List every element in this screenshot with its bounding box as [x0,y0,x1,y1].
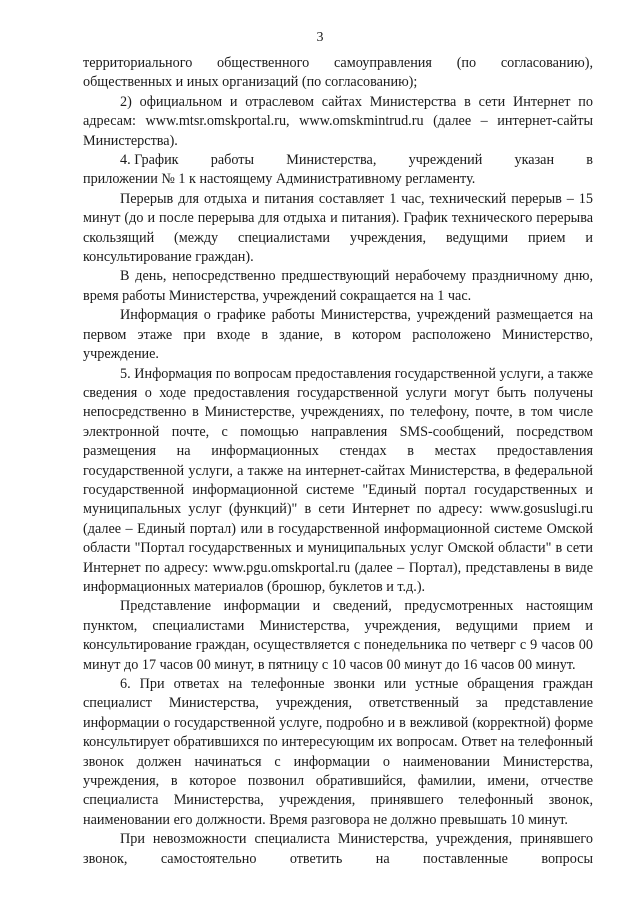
paragraph: В день, непосредственно предшествующий нерабочему праздничному дню, время работы Министерства, учреждений сокращается на 1 час. [83,268,593,304]
paragraph: Перерыв для отдыха и питания составляет 1 час, технический перерыв – 15 минут (до и после перерыва для отдыха и питания). График технического перерыва скользящий (между специалистами учреждения, ведущими прием и консультирование граждан). [83,190,593,266]
document-body [83,54,593,869]
page-number: 3 [316,30,324,45]
paragraph: Информация о графике работы Министерства, учреждений размещается на первом этаже при входе в здание, в котором расположено Министерство, учреждение. [83,307,593,363]
paragraph: территориального общественного самоуправления (по согласованию), общественных и иных организаций (по согласованию); [83,55,593,91]
paragraph: При невозможности специалиста Министерства, учреждения, принявшего звонок, самостоятельно ответить на поставленные вопросы [83,831,593,867]
paragraph: 5. Информация по вопросам предоставления государственной услуги, а также сведения о ходе предоставления государственной услуги могут быть получены непосредственно в Министерстве, учреждениях, по телефону, почте, в том числе электронной почте, с помощью направления SMS-сообщений, посредством размещения на информационных стендах в местах предоставления государственной услуги, а также на интернет-сайтах Министерства, в федеральной государственной информационной системе "Единый портал государственных и муниципальных услуг (функций)" в сети Интернет по адресу: www.gosuslugi.ru (далее – Единый портал) или в государственной информационной системе Омской области "Портал государственных и муниципальных услуг Омской области" в сети Интернет по адресу: www.pgu.omskportal.ru (далее – Портал), представлены в виде информационных материалов (брошюр, буклетов и т.д.). [83,365,593,595]
word: учреждений [408,152,483,169]
word: Министерства, [286,152,377,169]
paragraph-item-4-first-line [83,151,593,170]
word: в [586,152,593,169]
paragraph: 6. При ответах на телефонные звонки или устные обращения граждан специалист Министерства, учреждения, ответственный за представление информации о государственной услуге, подробно и в вежливой (корректной) форме консультирует обратившихся по интересующим их вопросам. Ответ на телефонный звонок должен начинаться с информации о наименовании Министерства, учреждения, в которое позвонил обратившийся, фамилии, имени, отчестве специалиста Министерства, учреждения, принявшего телефонный звонок, наименовании его должности. Время разговора не должно превышать 10 минут. [83,676,593,828]
word: 4. График [120,152,179,169]
paragraph: Представление информации и сведений, предусмотренных настоящим пунктом, специалистами Министерства, учреждения, ведущими прием и консультирование граждан, осуществляется с понедельника по четверг с 9 часов 00 минут до 17 часов 00 минут, в пятницу с 10 часов 00 минут до 16 часов 00 минут. [83,598,593,673]
paragraph-item-4-continuation: приложении № 1 к настоящему Административному регламенту. [83,171,476,188]
paragraph: 2) официальном и отраслевом сайтах Министерства в сети Интернет по адресам: www.mtsr.omskportal.ru, www.omskmintrud.ru (далее – интернет-сайты Министерства). [83,93,593,149]
word: указан [514,152,555,169]
word: работы [210,152,255,169]
